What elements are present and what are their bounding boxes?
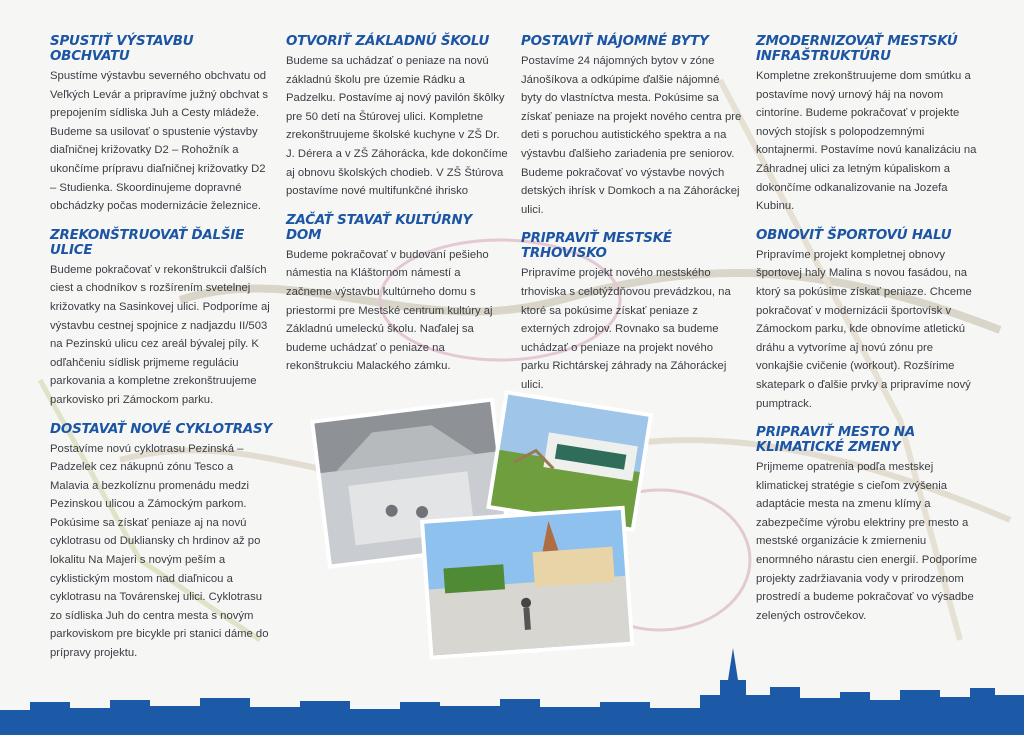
section-obchvat <box>50 34 272 216</box>
section-title: POSTAVIŤ NÁJOMNÉ BYTY <box>521 34 709 49</box>
section-sportova-hala <box>756 228 978 413</box>
column-3 <box>521 34 743 407</box>
column-4 <box>756 34 978 637</box>
section-title: OBNOVIŤ ŠPORTOVÚ HALU <box>756 227 952 243</box>
section-klima <box>756 425 978 625</box>
city-skyline <box>0 640 1024 735</box>
section-body: Spustíme výstavbu severného obchvatu od Veľkých Levár a pripravíme južný obchvat s prepojením sídliska Juh a Cesty mládeže. Budeme sa usilovať o spustenie výstavby diaľničnej križovatky D2 – Rohožník a ukončíme prípravu diaľničnej križovatky D2 – Studienka. Skoordinujeme dopravné obchádzky počas modernizácie železnice. <box>50 70 269 213</box>
section-title: SPUSTIŤ VÝSTAVBU OBCHVATU <box>50 34 194 64</box>
section-body: Postavíme novú cyklotrasu Pezinská – Padzelek cez nákupnú zónu Tesco a Malavia a bezkolíznu promenádu medzi Pezinskou ulicou a Zámockým parkom. Pokúsime sa získať peniaze aj na novú cyklotrasu od Dukliansky ch hrdinov až po lokalitu Na Majeri s novým peším a cyklistickým mostom nad diaľnicou a cyklotrasu na Továrenskej ulici. Cyklotrasu zo sídliska Juh do centra mesta s novým parkoviskom pre bicykle pri stanici dáme do prípravy projektu. <box>50 442 269 660</box>
section-ulice <box>50 228 272 410</box>
section-trhovisko <box>521 231 743 394</box>
section-byty <box>521 34 743 219</box>
photo-square <box>420 506 634 660</box>
section-title: ZMODERNIZOVAŤ MESTSKÚ INFRAŠTRUKTÚRU <box>756 34 958 64</box>
photo-collage <box>300 380 660 680</box>
section-body: Budeme pokračovať v budovaní pešieho námestia na Kláštornom námestí a začneme výstavbu kultúrneho domu s priestormi pre Mestské centrum kultúry aj Základnú umeleckú školu. Naďalej sa budeme uchádzať o peniaze na rekonštrukciu Malackého zámku. <box>286 248 493 373</box>
section-title: PRIPRAVIŤ MESTSKÉ TRHOVISKO <box>521 231 672 262</box>
section-kulturny-dom <box>286 213 508 376</box>
section-title: DOSTAVAŤ NOVÉ CYKLOTRASY <box>50 421 272 437</box>
section-body: Pripravíme projekt kompletnej obnovy športovej haly Malina s novou fasádou, na ktorý sa pokúsime získať peniaze. Chceme pokračovať v modernizácii športovísk v Zámockom parku, kde obnovíme atletickú dráhu a vytvoríme aj novú zónu pre vonkajšie cvičenie (workout). Rozšírime skatepark o ďalšie prvky a pripravíme nový pumptrack. <box>756 248 972 410</box>
section-skola <box>286 34 508 201</box>
section-cyklotrasy <box>50 422 272 663</box>
section-body: Prijmeme opatrenia podľa mestskej klimatickej stratégie s cieľom zvýšenia adaptácie mesta na zmenu klímy a zabezpečíme výrobu elektriny pre mesto a mestské organizácie k zmierneniu enormného nárastu cien energií. Podporíme projekty zadržiavania vody v prirodzenom prostredí a budeme pokračovať vo výsadbe zelených ostrovčekov. <box>756 461 978 622</box>
section-title: OTVORIŤ ZÁKLADNÚ ŠKOLU <box>286 34 490 49</box>
section-title: ZREKONŠTRUOVAŤ ĎALŠIE ULICE <box>50 227 245 258</box>
section-title: ZAČAŤ STAVAŤ KULTÚRNY DOM <box>286 212 472 243</box>
section-body: Pripravíme projekt nového mestského trhoviska s celotýždňovou prevádzkou, na ktoré sa pokúsime získať peniaze z externých zdrojov. Rovnako sa budeme uchádzať o peniaze na projekt nového parku Richtárskej záhrady na Záhoráckej ulici. <box>521 267 731 391</box>
section-title: PRIPRAVIŤ MESTO NA KLIMATICKÉ ZMENY <box>756 425 916 456</box>
column-2 <box>286 34 508 388</box>
section-body: Budeme pokračovať v rekonštrukcii ďalších ciest a chodníkov s rozšírením svetelnej križovatky na Sasinkovej ulici. Podporíme aj výstavbu cestnej spojnice z nadjazdu II/503 na Pezinskú ulicu cez areál bývalej píly. K odľahčeniu sídlisk prijmeme reguláciu parkovania a kompletne zrekonštruujeme parkovisko pri Zámockom parku. <box>50 263 270 406</box>
column-1 <box>50 34 272 675</box>
section-infrastruktura <box>756 34 978 216</box>
section-body: Kompletne zrekonštruujeme dom smútku a postavíme nový urnový háj na novom cintoríne. Budeme pokračovať v projekte nových stojísk s polopodzemnými kontajnermi. Postavíme novú kanalizáciu na Záhradnej ulici za letným kúpaliskom a dokončíme odkanalizovanie na Jozefa Kubinu. <box>756 70 977 213</box>
section-body: Postavíme 24 nájomných bytov v zóne Jánošíkova a odkúpime ďalšie nájomné byty do vlastníctva mesta. Pokúsime sa získať peniaze na projekt nového centra pre deti s poruchou autistického spektra a na výstavbu ďalšieho zariadenia pre seniorov. Budeme pokračovať vo výstavbe nových detských ihrísk v Domkoch a na Záhoráckej ulici. <box>521 55 742 216</box>
section-body: Budeme sa uchádzať o peniaze na novú základnú školu pre územie Rádku a Padzelku. Postavíme aj nový pavilón škôlky pre 50 detí na Štúrovej ulici. Kompletne zrekonštruujeme školské kuchyne v ZŠ Dr. J. Dérera a v ZŠ Záhorácka, kde dokončíme aj obnovu školských chodieb. V ZŠ Štúrova postavíme nové multifunkčné ihrisko <box>286 55 508 198</box>
